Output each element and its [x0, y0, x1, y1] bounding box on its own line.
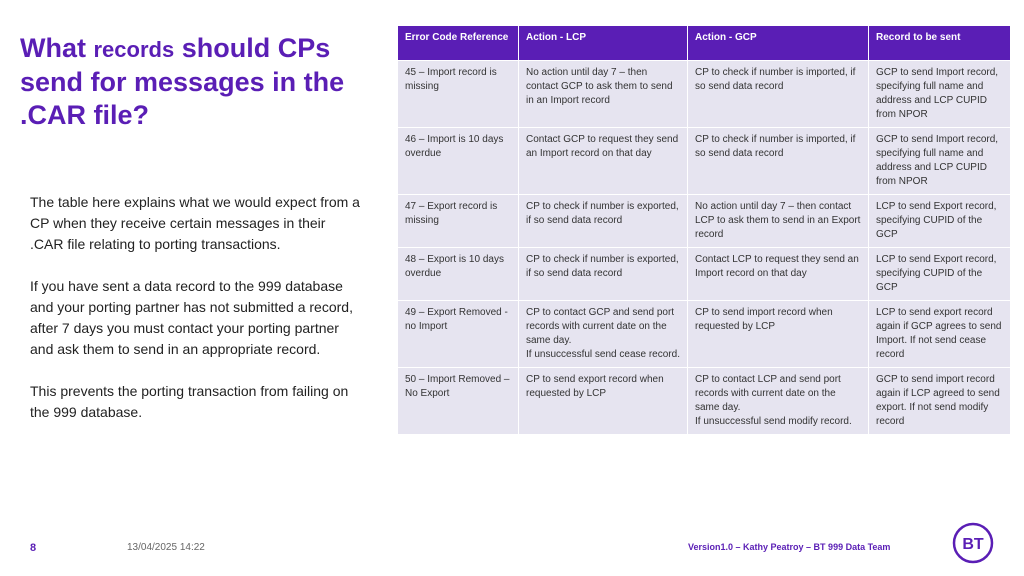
table-cell	[519, 368, 687, 434]
cell-text: CP to check if number is imported, if so send data record	[695, 67, 856, 92]
table-row	[398, 61, 1010, 127]
cell-text: 45 – Import record is missing	[405, 67, 497, 92]
table-cell	[869, 61, 1010, 127]
table-cell	[869, 128, 1010, 194]
table-cell	[869, 195, 1010, 247]
table-cell	[688, 248, 868, 300]
cell-text: GCP to send Import record, specifying full name and address and LCP CUPID from NPOR	[876, 134, 999, 187]
cell-text: 49 – Export Removed - no Import	[405, 307, 508, 332]
cell-text: 46 – Import is 10 days overdue	[405, 134, 504, 159]
table-row	[398, 368, 1010, 434]
title-part-1: What	[20, 33, 94, 63]
cell-text: LCP to send Export record, specifying CUPID of the GCP	[876, 254, 997, 293]
cell-text: CP to check if number is exported, if so send data record	[526, 254, 679, 279]
table-cell	[869, 301, 1010, 367]
page-number: 8	[30, 542, 37, 554]
table-cell	[398, 128, 518, 194]
cell-text: 47 – Export record is missing	[405, 201, 498, 226]
cell-text: CP to check if number is imported, if so send data record	[695, 134, 856, 159]
table-cell	[398, 61, 518, 127]
page-title	[20, 32, 350, 132]
body-paragraph: If you have sent a data record to the 999 database and your porting partner has not submitted a record, after 7 days you must contact your porting partner and ask them to send in an appropriate record.	[30, 278, 353, 357]
cell-text: Contact GCP to request they send an Import record on that day	[526, 134, 679, 159]
table-cell	[688, 61, 868, 127]
cell-text: CP to check if number is exported, if so send data record	[526, 201, 679, 226]
cell-text: CP to send import record when requested by LCP	[695, 307, 833, 332]
table-row	[398, 195, 1010, 247]
table-cell	[688, 128, 868, 194]
table-cell	[869, 248, 1010, 300]
cell-text: LCP to send Export record, specifying CUPID of the GCP	[876, 201, 997, 240]
table-row	[398, 248, 1010, 300]
header-action-lcp: Action - LCP	[519, 26, 687, 60]
table-cell	[519, 195, 687, 247]
cell-text: CP to contact GCP and send port records with current date on the same day.	[526, 307, 675, 346]
header-record-to-send: Record to be sent	[869, 26, 1010, 60]
bt-logo-icon	[952, 522, 994, 564]
body-paragraph: The table here explains what we would expect from a CP when they receive certain messages in their .CAR file relating to porting transactions.	[30, 194, 360, 252]
title-part-2: records	[93, 37, 175, 62]
table-cell	[519, 248, 687, 300]
footer-version: Version1.0 – Kathy Peatroy – BT 999 Data Team	[688, 542, 891, 552]
table-cell	[398, 248, 518, 300]
table-row	[398, 301, 1010, 367]
title-part-3: should CPs send for messages in the .CAR file?	[20, 33, 345, 130]
cell-text: No action until day 7 – then contact LCP to ask them to send in an Export record	[695, 201, 861, 240]
cell-text: If unsuccessful send modify record.	[695, 416, 852, 427]
table-row	[398, 128, 1010, 194]
table-cell	[519, 128, 687, 194]
table-cell	[688, 195, 868, 247]
footer-date: 13/04/2025 14:22	[127, 542, 205, 553]
cell-text: CP to contact LCP and send port records with current date on the same day.	[695, 374, 841, 413]
table-cell	[398, 301, 518, 367]
cell-text: 50 – Import Removed – No Export	[405, 374, 510, 399]
logo-text: BT	[962, 536, 984, 553]
cell-text: GCP to send import record again if LCP agreed to send export. If not send modify record	[876, 374, 1000, 427]
table-cell	[398, 368, 518, 434]
header-action-gcp: Action - GCP	[688, 26, 868, 60]
table-cell	[688, 368, 868, 434]
cell-text: GCP to send Import record, specifying full name and address and LCP CUPID from NPOR	[876, 67, 999, 120]
table-cell	[519, 61, 687, 127]
table-header-row	[398, 26, 1010, 60]
cell-text: LCP to send export record again if GCP agrees to send Import. If not send cease record	[876, 307, 1002, 360]
error-code-table	[397, 25, 1011, 435]
header-error-code: Error Code Reference	[398, 26, 518, 60]
table-cell	[688, 301, 868, 367]
table-cell	[398, 195, 518, 247]
table-cell	[519, 301, 687, 367]
table-cell	[869, 368, 1010, 434]
cell-text: 48 – Export is 10 days overdue	[405, 254, 504, 279]
body-text	[30, 192, 360, 444]
cell-text: If unsuccessful send cease record.	[526, 349, 680, 360]
body-paragraph: This prevents the porting transaction from failing on the 999 database.	[30, 383, 349, 420]
cell-text: No action until day 7 – then contact GCP to ask them to send in an Import record	[526, 67, 673, 106]
cell-text: CP to send export record when requested by LCP	[526, 374, 664, 399]
cell-text: Contact LCP to request they send an Import record on that day	[695, 254, 859, 279]
